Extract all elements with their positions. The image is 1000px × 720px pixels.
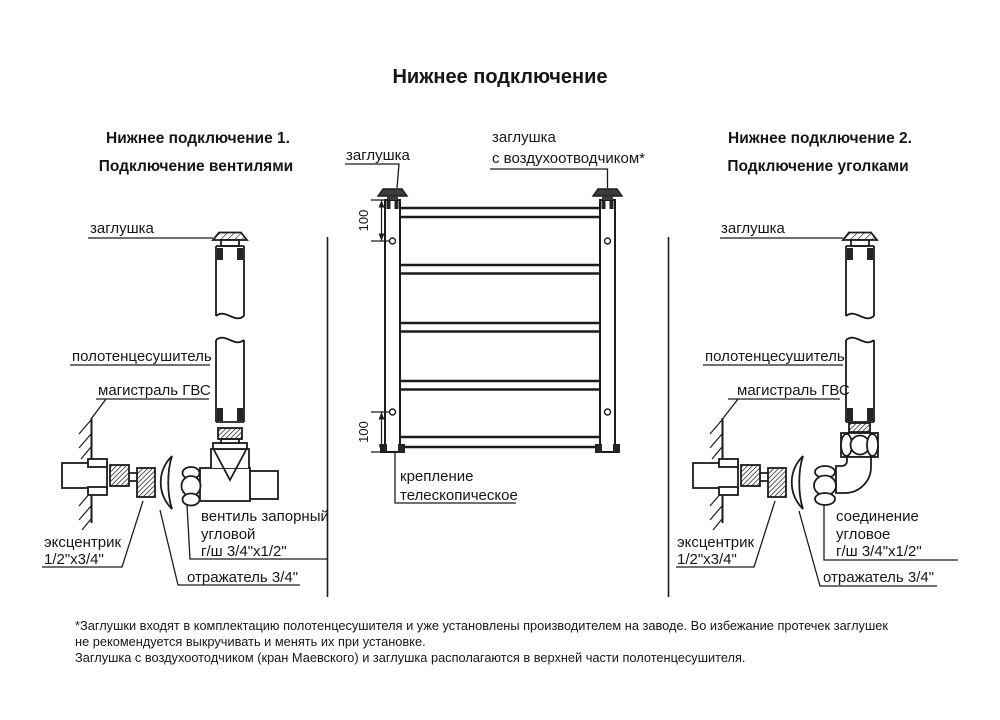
valve-handle (218, 428, 242, 439)
mounting-hole (605, 409, 611, 415)
label-reflector: отражатель 3/4" (823, 569, 935, 586)
label-plug-air-line1: заглушка (492, 129, 556, 146)
footnote-line1: *Заглушки входят в комплектацию полотенцесушителя и уже установлены производителем на заводе. Во избежание протечек заглушек (75, 618, 888, 633)
reflector-escutcheon (161, 456, 172, 509)
valve-upper-body (211, 449, 249, 468)
left-section-leaders (42, 238, 328, 585)
rail-thread-mark (387, 201, 391, 209)
label-plug-air-line2: с воздухоотводчиком* (492, 150, 645, 167)
label-mount-line2: телескопическое (400, 487, 518, 504)
rail-thread-mark (610, 201, 614, 209)
valve-nut (183, 494, 200, 506)
footnote-line3: Заглушка с воздухоотодчиком (кран Маевского) и заглушка располагаются в верхней части полотенцесушителя. (75, 650, 746, 665)
rail-plug-neck-right (602, 196, 613, 200)
label-valve-line1: вентиль запорный (201, 508, 329, 525)
wall-and-fittings-drawing (62, 418, 172, 530)
label-eccentric-line2: 1/2"x3/4" (44, 551, 104, 568)
dimension-arrow (379, 234, 385, 242)
angle-valve-drawing (182, 428, 279, 506)
right-heading-line2: Подключение уголками (727, 158, 909, 175)
angle-union-drawing (814, 423, 878, 505)
label-union-line3: г/ш 3/4"x1/2" (836, 543, 922, 560)
label-towel-rail: полотенцесушитель (72, 348, 212, 365)
pipe-coupling-top (88, 459, 107, 467)
label-towel-rail: полотенцесушитель (705, 348, 845, 365)
mounting-hole (390, 409, 396, 415)
left-heading-line1: Нижнее подключение 1. (106, 130, 290, 147)
rail-plug-cap-left (378, 189, 407, 196)
label-hot-water-line: магистраль ГВС (98, 382, 211, 399)
towel-rail-front-view (378, 189, 622, 453)
leader-plug-air-vent (490, 169, 608, 188)
mounting-hole (605, 238, 611, 244)
label-hot-water-line: магистраль ГВС (737, 382, 850, 399)
valve-outlet (250, 471, 278, 499)
dimension-value-top: 100 (356, 209, 371, 232)
label-reflector: отражатель 3/4" (187, 569, 299, 586)
leader-plug-left (345, 164, 399, 188)
pipe-thread-mark (237, 248, 243, 260)
rail-thread-mark (395, 201, 399, 209)
rail-rungs (400, 208, 600, 447)
pipe-thread-mark (237, 408, 243, 421)
pipe-thread-mark (217, 248, 223, 260)
left-heading-line2: Подключение вентилями (98, 158, 294, 175)
eccentric-connector (129, 473, 137, 481)
label-valve-line2: угловой (201, 526, 256, 543)
label-valve-line3: г/ш 3/4"x1/2" (201, 543, 287, 560)
eccentric-fitting-1 (110, 465, 129, 486)
plug-cap (213, 233, 247, 241)
pipe-break-wave-bottom (216, 338, 244, 343)
footnote-line2: не рекомендуется выкручивать и менять их при установке. (75, 634, 426, 649)
elbow-body (836, 457, 871, 493)
right-heading-line1: Нижнее подключение 2. (728, 130, 912, 147)
page-title: Нижнее подключение (392, 66, 608, 88)
valve-body (200, 468, 250, 501)
wall-and-fittings-drawing-right (693, 418, 803, 530)
rail-thread-mark (602, 201, 606, 209)
label-plug: заглушка (721, 220, 785, 237)
eccentric-fitting-2 (137, 468, 155, 497)
pipe-break-wave-top (216, 314, 244, 319)
label-union-line1: соединение (836, 508, 919, 525)
dimension-arrow (379, 200, 385, 208)
label-plug-left: заглушка (346, 147, 410, 164)
label-eccentric-line1: эксцентрик (677, 534, 755, 551)
label-mount-line1: крепление (400, 468, 474, 485)
rail-foot-bracket (595, 444, 602, 453)
elbow-nut (815, 493, 835, 505)
union-nut-facet (867, 434, 878, 456)
dimension-value-bottom: 100 (356, 421, 371, 443)
label-plug: заглушка (90, 220, 154, 237)
label-eccentric-line2: 1/2"x3/4" (677, 551, 737, 568)
pipe-coupling-bottom (88, 487, 107, 495)
mounting-hole (390, 238, 396, 244)
rail-foot-bracket (398, 444, 405, 453)
rail-foot-bracket (613, 444, 620, 453)
pipe-thread-mark (217, 408, 223, 421)
dimension-arrow (379, 412, 385, 420)
label-eccentric-line1: эксцентрик (44, 534, 122, 551)
leader-hot-water (723, 399, 841, 419)
rail-plug-cap-right (593, 189, 622, 196)
leader-hot-water (91, 399, 209, 419)
section-dividers (328, 237, 669, 597)
label-union-line2: угловое (836, 526, 891, 543)
union-thread-stub (849, 423, 870, 432)
towel-rail-pipe-drawing (213, 233, 247, 423)
